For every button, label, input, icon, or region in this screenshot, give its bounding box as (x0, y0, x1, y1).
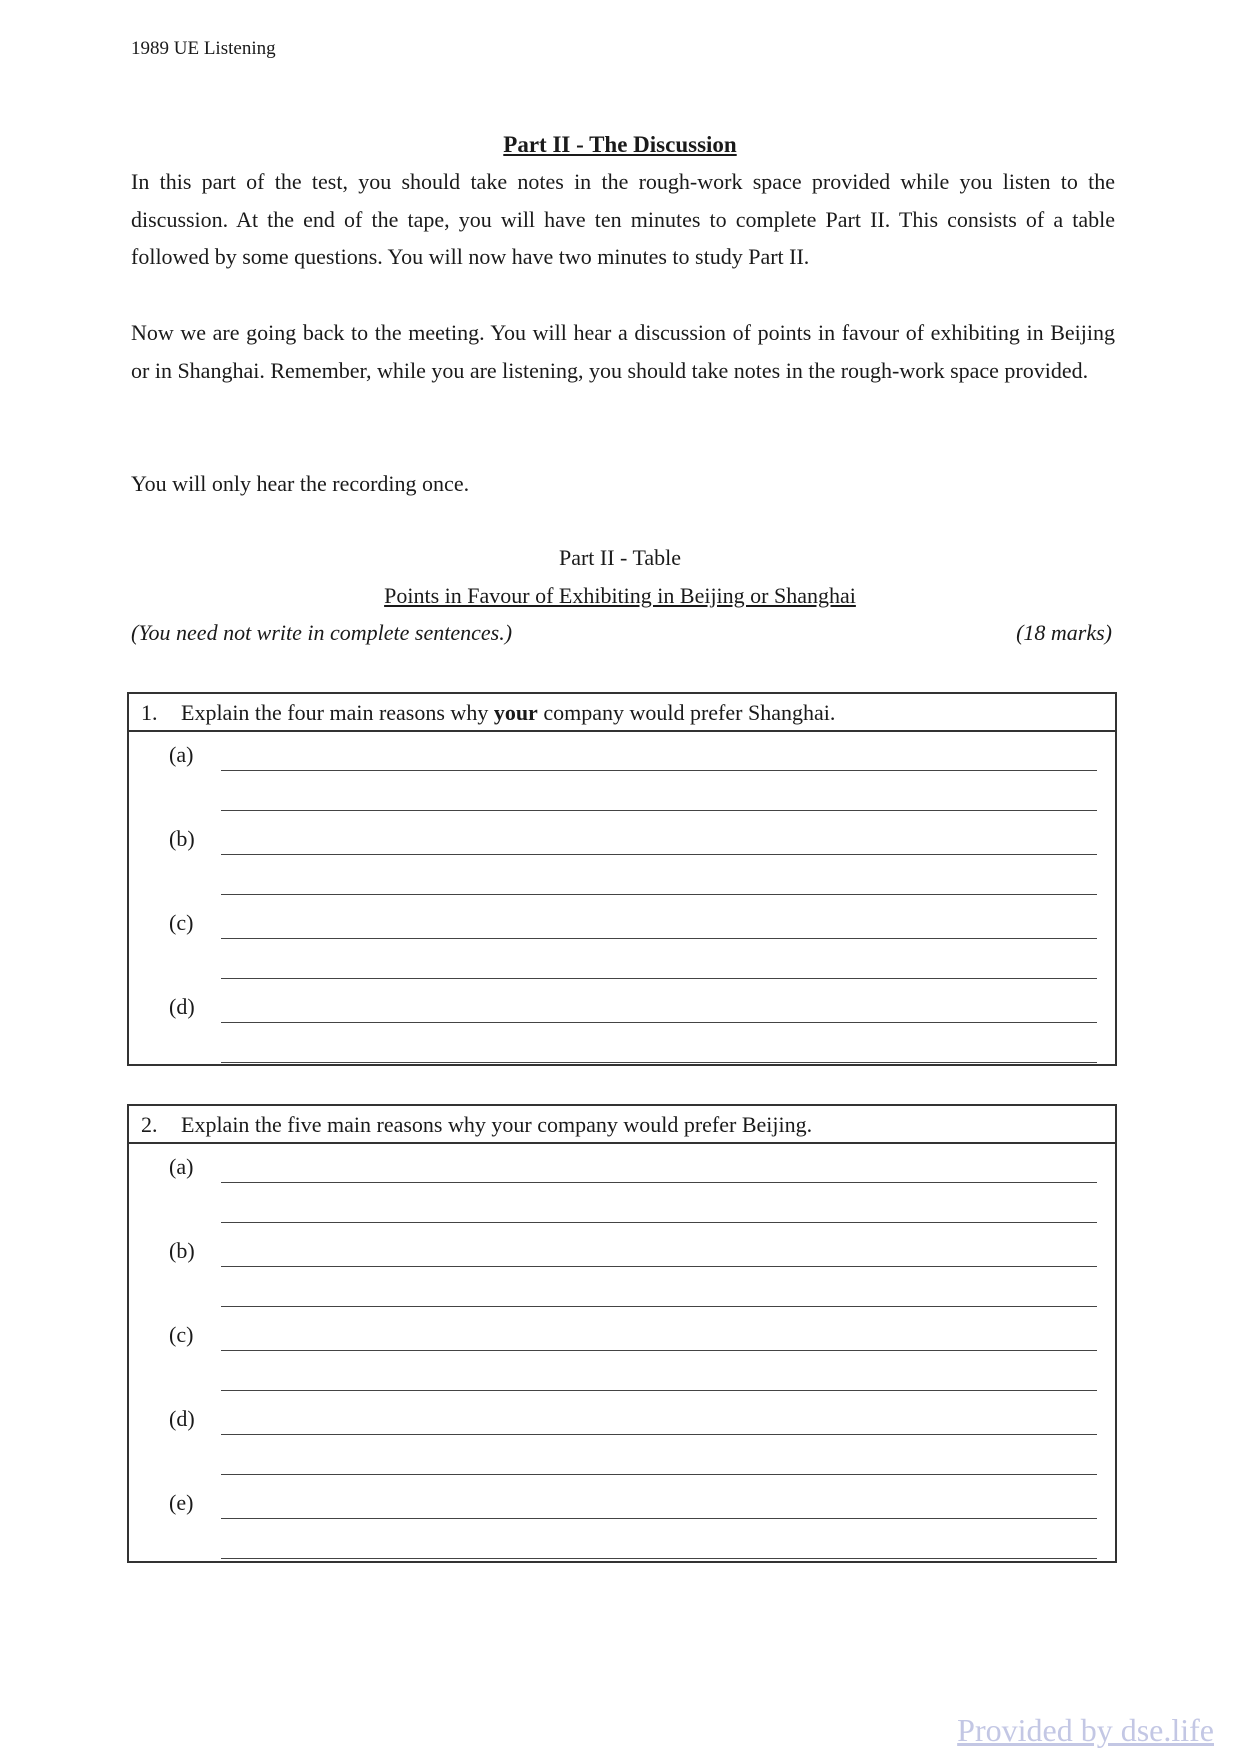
page-header: 1989 UE Listening (131, 38, 276, 59)
answer-label: (c) (169, 910, 194, 935)
answer-line[interactable] (221, 1062, 1097, 1063)
answer-line[interactable] (221, 1182, 1097, 1183)
marks-label: (18 marks) (1016, 620, 1112, 645)
answer-line[interactable] (221, 810, 1097, 811)
watermark-link[interactable]: Provided by dse.life (957, 1712, 1214, 1748)
answer-line[interactable] (221, 1518, 1097, 1519)
answer-line[interactable] (221, 1306, 1097, 1307)
answer-item[interactable] (129, 984, 1115, 1068)
instructions-paragraph-1: In this part of the test, you should take notes in the rough-work space provided while you listen to the discussion. At the end of the tape, you will have ten minutes to complete Part II. This consists of a table followed by some questions. You will now have two minutes to study Part II. (131, 169, 1115, 269)
instruction-note: (You need not write in complete sentences.) (131, 620, 513, 645)
answer-line[interactable] (221, 1558, 1097, 1559)
question-1-box (127, 692, 1117, 1066)
answer-item[interactable] (129, 1312, 1115, 1396)
answer-line[interactable] (221, 1434, 1097, 1435)
answer-label: (e) (169, 1490, 194, 1515)
table-heading: Part II - Table (558, 545, 682, 570)
answer-line[interactable] (221, 1390, 1097, 1391)
question-text: Explain the five main reasons why your company would prefer Beijing. (181, 1112, 813, 1137)
answer-item[interactable] (129, 1144, 1115, 1228)
answer-line[interactable] (221, 770, 1097, 771)
answer-item[interactable] (129, 1480, 1115, 1564)
answer-line[interactable] (221, 1350, 1097, 1351)
answer-line[interactable] (221, 1222, 1097, 1223)
answer-line[interactable] (221, 854, 1097, 855)
table-subheading: Points in Favour of Exhibiting in Beijing or Shanghai (384, 583, 856, 608)
answer-item[interactable] (129, 816, 1115, 900)
answer-item[interactable] (129, 1396, 1115, 1480)
question-1-heading (129, 694, 1115, 732)
answer-line[interactable] (221, 894, 1097, 895)
answer-line[interactable] (221, 978, 1097, 979)
question-number: 2. (141, 1112, 158, 1137)
answer-label: (d) (169, 994, 195, 1019)
answer-label: (a) (169, 742, 194, 767)
answer-label: (a) (169, 1154, 194, 1179)
question-emphasis: your (493, 700, 538, 725)
answer-label: (c) (169, 1322, 194, 1347)
answer-line[interactable] (221, 1266, 1097, 1267)
instructions-paragraph-2: Now we are going back to the meeting. You will hear a discussion of points in favour of exhibiting in Beijing or in Shanghai. Remember, while you are listening, you should take notes in the rough-work space provided. (131, 320, 1115, 383)
question-2-box (127, 1104, 1117, 1563)
question-2-heading (129, 1106, 1115, 1144)
instructions-paragraph-3: You will only hear the recording once. (131, 471, 470, 496)
answer-item[interactable] (129, 1228, 1115, 1312)
answer-line[interactable] (221, 1474, 1097, 1475)
answer-item[interactable] (129, 900, 1115, 984)
question-text: company would prefer Shanghai. (537, 700, 836, 725)
answer-item[interactable] (129, 732, 1115, 816)
section-title: Part II - The Discussion (503, 132, 737, 157)
answer-line[interactable] (221, 1022, 1097, 1023)
answer-line[interactable] (221, 938, 1097, 939)
answer-label: (b) (169, 826, 195, 851)
question-number: 1. (141, 700, 158, 725)
answer-label: (d) (169, 1406, 195, 1431)
answer-label: (b) (169, 1238, 195, 1263)
question-text: Explain the four main reasons why (181, 700, 494, 725)
